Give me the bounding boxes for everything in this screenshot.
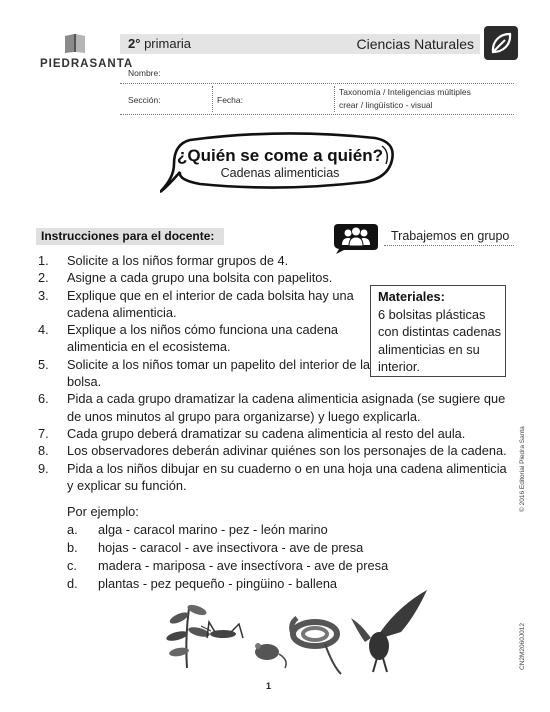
example-item: a. alga - caracol marino - pez - león marino — [67, 522, 328, 537]
list-item: 6. Pida a cada grupo dramatizar la cadena alimenticia asignada (se sugiere que de unos minutos al grupo para organizarse) y luego explicarla. — [38, 391, 506, 424]
materials-text: 6 bolsitas plásticas con distintas cadenas alimenticias en su interior. — [378, 307, 502, 374]
example-item: d. plantas - pez pequeño - pingüino - ballena — [67, 576, 338, 591]
book-logo-icon — [63, 32, 87, 54]
group-people-icon — [330, 222, 380, 254]
taxonomy-label: Taxonomía / Inteligencias múltiples — [339, 87, 471, 97]
list-item: 2. Asigne a cada grupo una bolsita con papelitos. — [38, 270, 333, 286]
product-code: CN2M2060J012 — [519, 623, 526, 670]
examples-intro: Por ejemplo: — [67, 504, 139, 519]
divider — [212, 86, 213, 112]
eagle-icon — [351, 590, 427, 672]
page-subtitle: Cadenas alimenticias — [220, 166, 340, 180]
grade-label: 2° primaria — [128, 36, 192, 51]
grasshopper-icon — [201, 622, 243, 638]
instructions-heading: Instrucciones para el docente: — [41, 229, 215, 243]
food-chain-illustration — [165, 588, 435, 676]
page-title: ¿Quién se come a quién? — [177, 146, 383, 165]
list-item: 9. Pida a los niños dibujar en su cuaderno o en una hoja una cadena alimenticia y explicar su función. — [38, 460, 507, 493]
list-item: 4. Explique a los niños cómo funciona una cadena alimenticia en el ecosistema. — [38, 322, 339, 355]
taxonomy-value: crear / lingüístico - visual — [339, 100, 433, 110]
list-item: 7. Cada grupo deberá dramatizar su cadena alimenticia al resto del aula. — [38, 425, 466, 441]
page-number: 1 — [266, 681, 272, 691]
date-field-label: Fecha: — [217, 95, 243, 105]
copyright-text: © 2016 Editorial Piedra Santa — [519, 426, 526, 512]
plant-icon — [165, 603, 210, 668]
list-item: 5. Solicite a los niños tomar un papelito del interior de la bolsa. — [38, 356, 371, 390]
name-field-label: Nombre: — [128, 68, 161, 78]
leaf-icon — [484, 26, 518, 60]
list-item: 3. Explique que en el interior de cada bolsita hay una cadena alimenticia. — [38, 287, 354, 320]
divider — [384, 245, 514, 246]
materials-title: Materiales: — [378, 289, 445, 304]
example-item: b. hojas - caracol - ave insectivora - ave de presa — [67, 540, 364, 555]
section-field-label: Sección: — [128, 95, 161, 105]
mouse-icon — [255, 643, 286, 668]
publisher-logo: PIEDRASANTA — [40, 58, 134, 70]
list-item: 1. Solicite a los niños formar grupos de 4. — [38, 253, 289, 268]
list-item: 8. Los observadores deberán adivinar quiénes son los personajes de la cadena. — [38, 443, 507, 459]
divider — [334, 86, 335, 112]
example-item: c. madera - mariposa - ave insectívora - ave de presa — [67, 558, 389, 573]
group-work-label: Trabajemos en grupo — [391, 229, 510, 243]
name-row — [120, 57, 514, 84]
subject-label: Ciencias Naturales — [356, 36, 474, 52]
snake-icon — [292, 618, 341, 674]
